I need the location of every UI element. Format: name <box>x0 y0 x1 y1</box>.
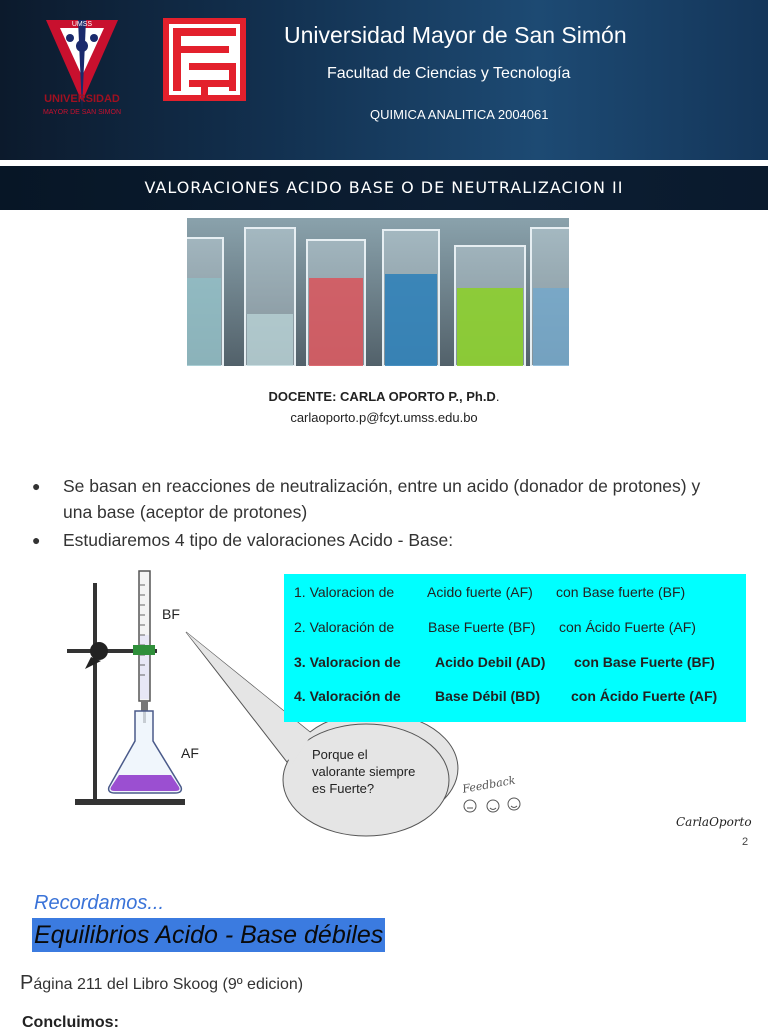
faculty-name: Facultad de Ciencias y Tecnología <box>327 65 571 82</box>
titration-analyte: Base Fuerte (BF) <box>428 619 536 635</box>
titration-number: 2. Valoración de <box>294 619 395 635</box>
titration-analyte: Acido Debil (AD) <box>435 654 546 670</box>
apparatus-label-flask: AF <box>181 745 199 761</box>
titration-types-box <box>284 574 746 722</box>
teacher-name: DOCENTE: CARLA OPORTO P., Ph.D. <box>268 389 500 404</box>
speech-bubble-text: Porque el valorante siempre es Fuerte? <box>312 747 416 796</box>
svg-text:UMSS: UMSS <box>71 21 93 28</box>
author-signature: CarlaOporto <box>676 815 752 829</box>
apparatus-label-burette: BF <box>162 606 180 622</box>
titration-analyte: Acido fuerte (AF) <box>427 584 533 600</box>
titration-titrant: con Ácido Fuerte (AF) <box>571 688 718 704</box>
slide-header <box>0 0 768 160</box>
titration-number: 1. Valoracion de <box>294 584 395 600</box>
test-tubes-photo <box>187 218 569 366</box>
bullet-item <box>32 473 732 525</box>
titration-titrant: con Ácido Fuerte (AF) <box>559 619 696 635</box>
recap-intro: Recordamos... <box>34 892 165 914</box>
teacher-email: carlaoporto.p@fcyt.umss.edu.bo <box>290 410 478 425</box>
bullet-item <box>32 527 732 553</box>
umss-logo <box>30 14 134 120</box>
bullet-dot: ● <box>32 478 41 494</box>
title-banner <box>0 166 768 210</box>
titration-titrant: con Base fuerte (BF) <box>556 584 686 600</box>
bullet-dot: ● <box>32 532 41 548</box>
titration-number: 4. Valoración de <box>294 688 401 704</box>
titration-titrant: con Base Fuerte (BF) <box>574 654 715 670</box>
bullet-text: Estudiaremos 4 tipo de valoraciones Acido - Base: <box>63 530 454 550</box>
svg-text:MAYOR DE SAN SIMON: MAYOR DE SAN SIMON <box>42 109 122 116</box>
slide-title: VALORACIONES ACIDO BASE O DE NEUTRALIZACION II <box>144 178 624 197</box>
course-name: QUIMICA ANALITICA 2004061 <box>370 107 549 122</box>
titration-number: 3. Valoracion de <box>294 654 401 670</box>
university-name: Universidad Mayor de San Simón <box>284 22 627 48</box>
svg-text:Feedback: Feedback <box>461 773 517 796</box>
feedback-sketch <box>460 772 530 817</box>
fcyt-logo <box>163 18 246 101</box>
page-number: 2 <box>742 836 749 848</box>
book-reference: Página 211 del Libro Skoog (9º edicion) <box>20 972 304 994</box>
titration-analyte: Base Débil (BD) <box>435 688 541 704</box>
recap-topic: Equilibrios Acido - Base débiles <box>32 918 385 952</box>
svg-text:UNIVERSIDAD: UNIVERSIDAD <box>44 93 120 105</box>
conclusion-label: Concluimos: <box>22 1014 119 1031</box>
bullet-text: Se basan en reacciones de neutralización, entre un acido (donador de protones) y una base (aceptor de protones) <box>63 476 701 522</box>
